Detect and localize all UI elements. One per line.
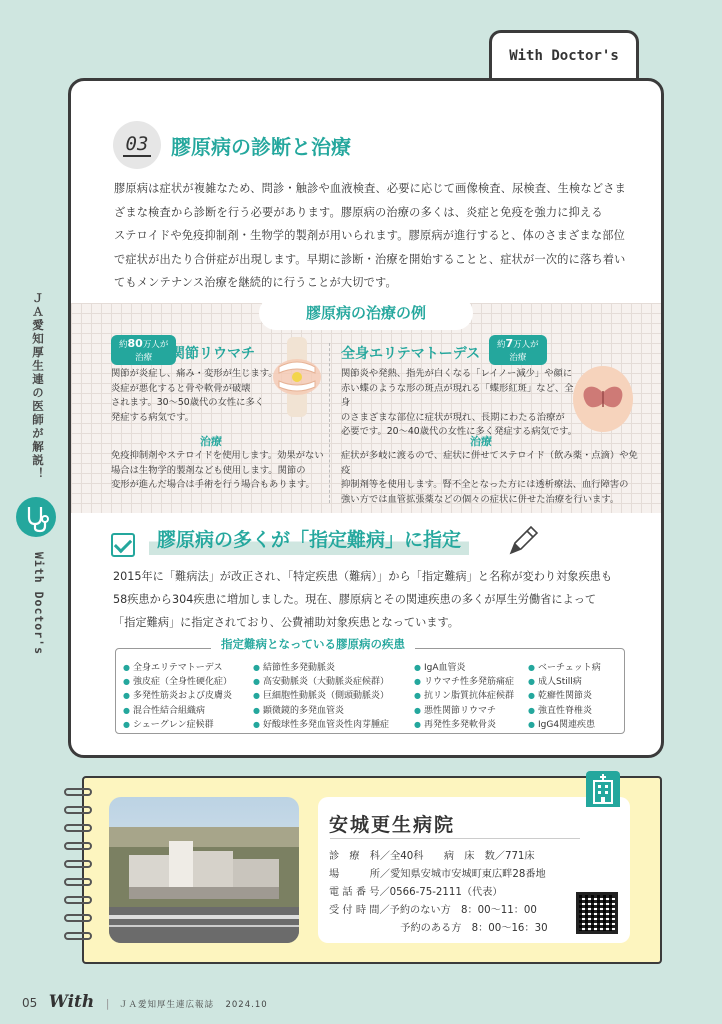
body-line: 膠原病は症状が複雑なため、問診・触診や血液検査、必要に応じて画像検査、尿検査、生検などさま <box>114 182 626 195</box>
header-tab-label: With Doctor's <box>509 48 619 64</box>
list-item: ● IgG4関連疾患 <box>528 718 601 732</box>
disease-list-col4 <box>528 661 601 732</box>
list-item: ● 多発性筋炎および皮膚炎 <box>123 689 232 703</box>
list-item: ● 再発性多発軟骨炎 <box>414 718 514 732</box>
hospital-detail-row: 電 話 番 号／0566-75-2111（代表） <box>329 887 503 898</box>
spiral-ring <box>64 806 92 814</box>
list-item: ● 抗リン脂質抗体症候群 <box>414 689 514 703</box>
page-number: 05 <box>22 996 38 1010</box>
list-item: ● リウマチ性多発筋痛症 <box>414 675 514 689</box>
left-patient-badge: 約80万人が 治療 <box>111 335 176 365</box>
list-item: ● 全身エリテマトーデス <box>123 661 232 675</box>
hospital-name: 安城更生病院 <box>329 814 456 836</box>
checkbox-icon <box>111 533 135 557</box>
disease-list-col3 <box>414 661 514 732</box>
body-line: 「指定難病」に指定されており、公費補助対象疾患となっています。 <box>113 616 459 629</box>
body-line: ざまな検査から診断を行う必要があります。膠原病の治療の多くは、炎症と免疫を強力に抑える <box>114 205 603 219</box>
left-disease-name: 関節リウマチ <box>171 346 255 362</box>
stethoscope-icon <box>16 497 56 537</box>
left-treatment-label: 治療 <box>200 435 222 448</box>
spiral-ring <box>64 878 92 886</box>
qr-code[interactable] <box>576 892 618 934</box>
right-treatment-text: 症状が多岐に渡るので、症状に併せてステロイド（飲み薬・点滴）や免疫 抑制剤等を使用します。腎不全となった方には透析療法、血行障害の 強い方では血管拡張薬などの個々の症状に併せた治療を行います。 <box>341 450 638 505</box>
article-card <box>68 78 664 758</box>
footer-separator: | <box>105 997 110 1010</box>
spiral-ring <box>64 824 92 832</box>
pencil-icon <box>507 525 539 557</box>
designated-title: 膠原病の多くが「指定難病」に指定 <box>149 525 469 555</box>
list-item: ● 強皮症（全身性硬化症） <box>123 675 232 689</box>
hospital-detail-row: 場 所／愛知県安城市安城町東広畔28番地 <box>329 869 546 880</box>
magazine-logo: With <box>48 992 95 1012</box>
spiral-ring <box>64 860 92 868</box>
section-number: 03 <box>113 121 161 169</box>
list-item: ● 好酸球性多発血管炎性肉芽腫症 <box>253 718 389 732</box>
list-item: ● 顕微鏡的多発血管炎 <box>253 704 389 718</box>
list-item: ● 混合性結合組織病 <box>123 704 232 718</box>
treatment-examples-title: 膠原病の治療の例 <box>259 296 473 330</box>
list-item: ● 乾癬性関節炎 <box>528 689 601 703</box>
hospital-photo <box>109 797 299 943</box>
right-treatment-label: 治療 <box>470 435 492 448</box>
body-line: で症状が出たり合併症が出現します。早期に診断・治療を開始することと、症状が一次的に落ち着い <box>114 252 626 266</box>
issue-date: 2024.10 <box>225 1000 268 1010</box>
list-item: ● 強直性脊椎炎 <box>528 704 601 718</box>
body-line: 58疾患から304疾患に増加しました。現在、膠原病とその関連疾患の多くが厚生労働省によって <box>113 593 597 606</box>
right-disease-desc: 関節炎や発熱、指先が白くなる「レイノー減少」や顔に 赤い蝶のような形の斑点が現れる「蝶形紅斑」など、全身 のさまざまな部位に症状が現れ、長期にわたる治療が 必要です。20～40歳代の女性に多く発症する病気です。 <box>341 368 578 438</box>
right-disease-name: 全身エリテマトーデス <box>341 346 481 362</box>
left-treatment-text: 免疫抑制剤やステロイドを使用します。効果がない 場合は生物学的製剤なども使用します。関節の 変形が進んだ場合は手術を行う場合もあります。 <box>111 450 324 491</box>
side-label: ＪＡ愛知厚生連の医師が解説！ <box>31 292 45 481</box>
list-item: ● 高安動脈炎（大動脈炎症候群） <box>253 675 389 689</box>
right-patient-badge: 約7万人が 治療 <box>489 335 547 365</box>
list-item: ● 結節性多発動脈炎 <box>253 661 389 675</box>
spiral-ring <box>64 842 92 850</box>
side-label-en: With Doctor's <box>32 552 46 656</box>
list-item: ● 巨細胞性動脈炎（側頭動脈炎） <box>253 689 389 703</box>
hospital-details <box>329 848 548 938</box>
body-line: 2015年に「難病法」が改正され、「特定疾患（難病）」から「指定難病」と名称が変わり対象疾患も <box>113 570 613 583</box>
list-item: ● シェーグレン症候群 <box>123 718 232 732</box>
spiral-ring <box>64 914 92 922</box>
section-body <box>114 177 634 295</box>
disease-list-col2 <box>253 661 389 732</box>
hospital-detail-row: 受 付 時 間／予約のない方 8：00～11：00 <box>329 905 537 916</box>
publisher: ＪＡ愛知厚生連広報誌 <box>118 1000 214 1010</box>
disease-list-col1 <box>123 661 232 732</box>
face-butterfly-rash-icon <box>571 363 635 433</box>
spiral-ring <box>64 896 92 904</box>
left-disease-desc: 関節が炎症し、痛み・変形が生じます。 炎症が悪化すると骨や軟骨が破壊 されます。30～50歳代の女性に多く 発症する病気です。 <box>111 368 278 423</box>
spiral-ring <box>64 932 92 940</box>
column-divider <box>329 343 330 503</box>
list-item: ● ベーチェット病 <box>528 661 601 675</box>
list-item: ● 悪性関節リウマチ <box>414 704 514 718</box>
hospital-detail-row: 診 療 科／全40科 病 床 数／771床 <box>329 851 535 862</box>
designated-body <box>113 565 633 634</box>
hospital-building-icon <box>586 771 620 807</box>
hospital-detail-row: 予約のある方 8：00～16：30 <box>329 923 548 934</box>
list-item: ● 成人Still病 <box>528 675 601 689</box>
body-line: ステロイドや免疫抑制剤・生物学的製剤が用いられます。膠原病が進行すると、体のさまざまな部位 <box>114 229 625 243</box>
hospital-divider <box>330 838 580 839</box>
footer <box>22 992 268 1012</box>
spiral-ring <box>64 788 92 796</box>
section-title: 膠原病の診断と治療 <box>171 135 351 159</box>
body-line: てもメンテナンス治療を継続的に行うことが大切です。 <box>114 276 397 290</box>
list-item: ● IgA血管炎 <box>414 661 514 675</box>
designated-list-title: 指定難病となっている膠原病の疾患 <box>211 636 415 652</box>
